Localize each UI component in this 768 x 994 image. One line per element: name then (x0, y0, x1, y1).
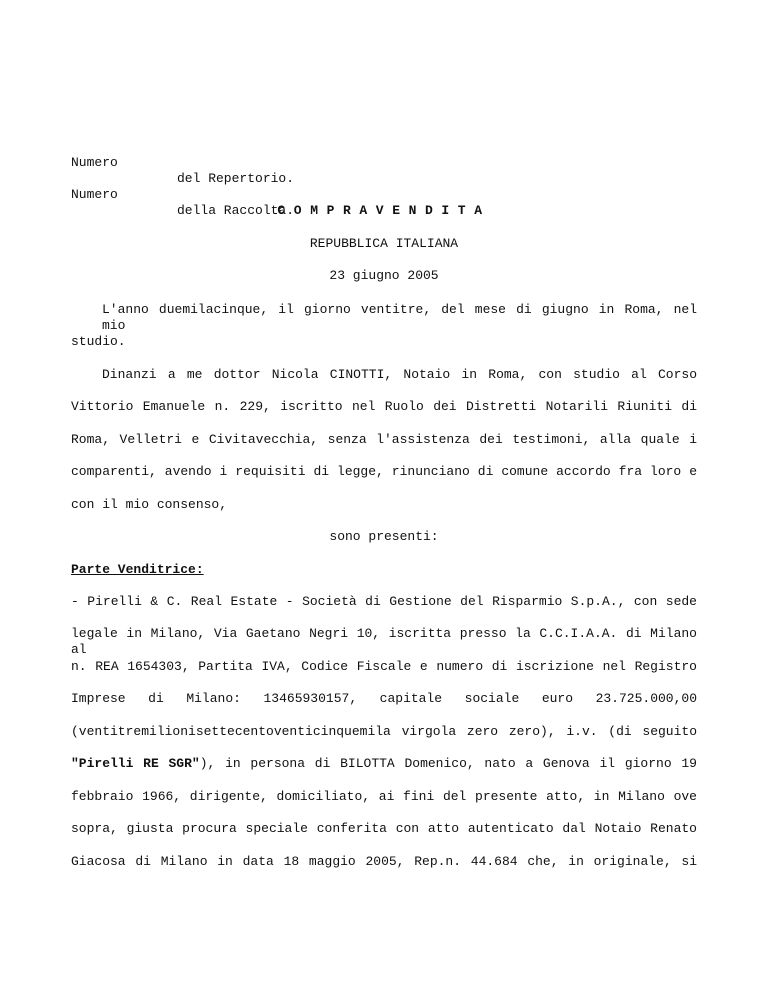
repertorio-label: Numero (71, 155, 118, 170)
presence-line: sono presenti: (329, 529, 439, 544)
paragraph2-line5: con il mio consenso, (71, 497, 228, 512)
paragraph3-line6-rest: ), in persona di BILOTTA Domenico, nato a Genova il giorno 19 (199, 756, 697, 771)
document-subtitle: REPUBBLICA ITALIANA (309, 236, 459, 251)
repertorio-text: del Repertorio. (177, 171, 295, 186)
paragraph3-line9: Giacosa di Milano in data 18 maggio 2005, Rep.n. 44.684 che, in originale, si (71, 854, 697, 869)
paragraph3-line4: Imprese di Milano: 13465930157, capitale sociale euro 23.725.000,00 (71, 691, 697, 706)
paragraph2-line3: Roma, Velletri e Civitavecchia, senza l'assistenza dei testimoni, alla quale i (71, 432, 697, 447)
pirelli-re-sgr-label: "Pirelli RE SGR" (71, 756, 200, 771)
raccolta-label: Numero (71, 187, 118, 202)
paragraph2-line2: Vittorio Emanuele n. 229, iscritto nel Ruolo dei Distretti Notarili Riuniti di (71, 399, 697, 414)
paragraph2-line1: Dinanzi a me dottor Nicola CINOTTI, Notaio in Roma, con studio al Corso (102, 367, 697, 382)
document-date: 23 giugno 2005 (329, 268, 439, 283)
section-heading: Parte Venditrice: (71, 562, 204, 577)
paragraph3-line3: n. REA 1654303, Partita IVA, Codice Fiscale e numero di iscrizione nel Registro (71, 659, 697, 674)
paragraph1-line1: L'anno duemilacinque, il giorno ventitre, del mese di giugno in Roma, nel mio (102, 302, 697, 333)
document-title: COMPRAVENDITA (277, 203, 491, 218)
paragraph3-line6 (71, 756, 697, 772)
paragraph2-line4: comparenti, avendo i requisiti di legge, rinunciano di comune accordo fra loro e (71, 464, 697, 479)
paragraph3-line2: legale in Milano, Via Gaetano Negri 10, iscritta presso la C.C.I.A.A. di Milano al (71, 626, 697, 657)
raccolta-text: della Raccolta. (177, 203, 295, 218)
paragraph3-line5: (ventitremilionisettecentoventicinquemila virgola zero zero), i.v. (di seguito (71, 724, 697, 739)
paragraph3-line1: - Pirelli & C. Real Estate - Società di Gestione del Risparmio S.p.A., con sede (71, 594, 697, 609)
paragraph3-line7: febbraio 1966, dirigente, domiciliato, ai fini del presente atto, in Milano ove (71, 789, 697, 804)
paragraph1-line2: studio. (71, 334, 126, 349)
paragraph3-line8: sopra, giusta procura speciale conferita con atto autenticato dal Notaio Renato (71, 821, 697, 836)
